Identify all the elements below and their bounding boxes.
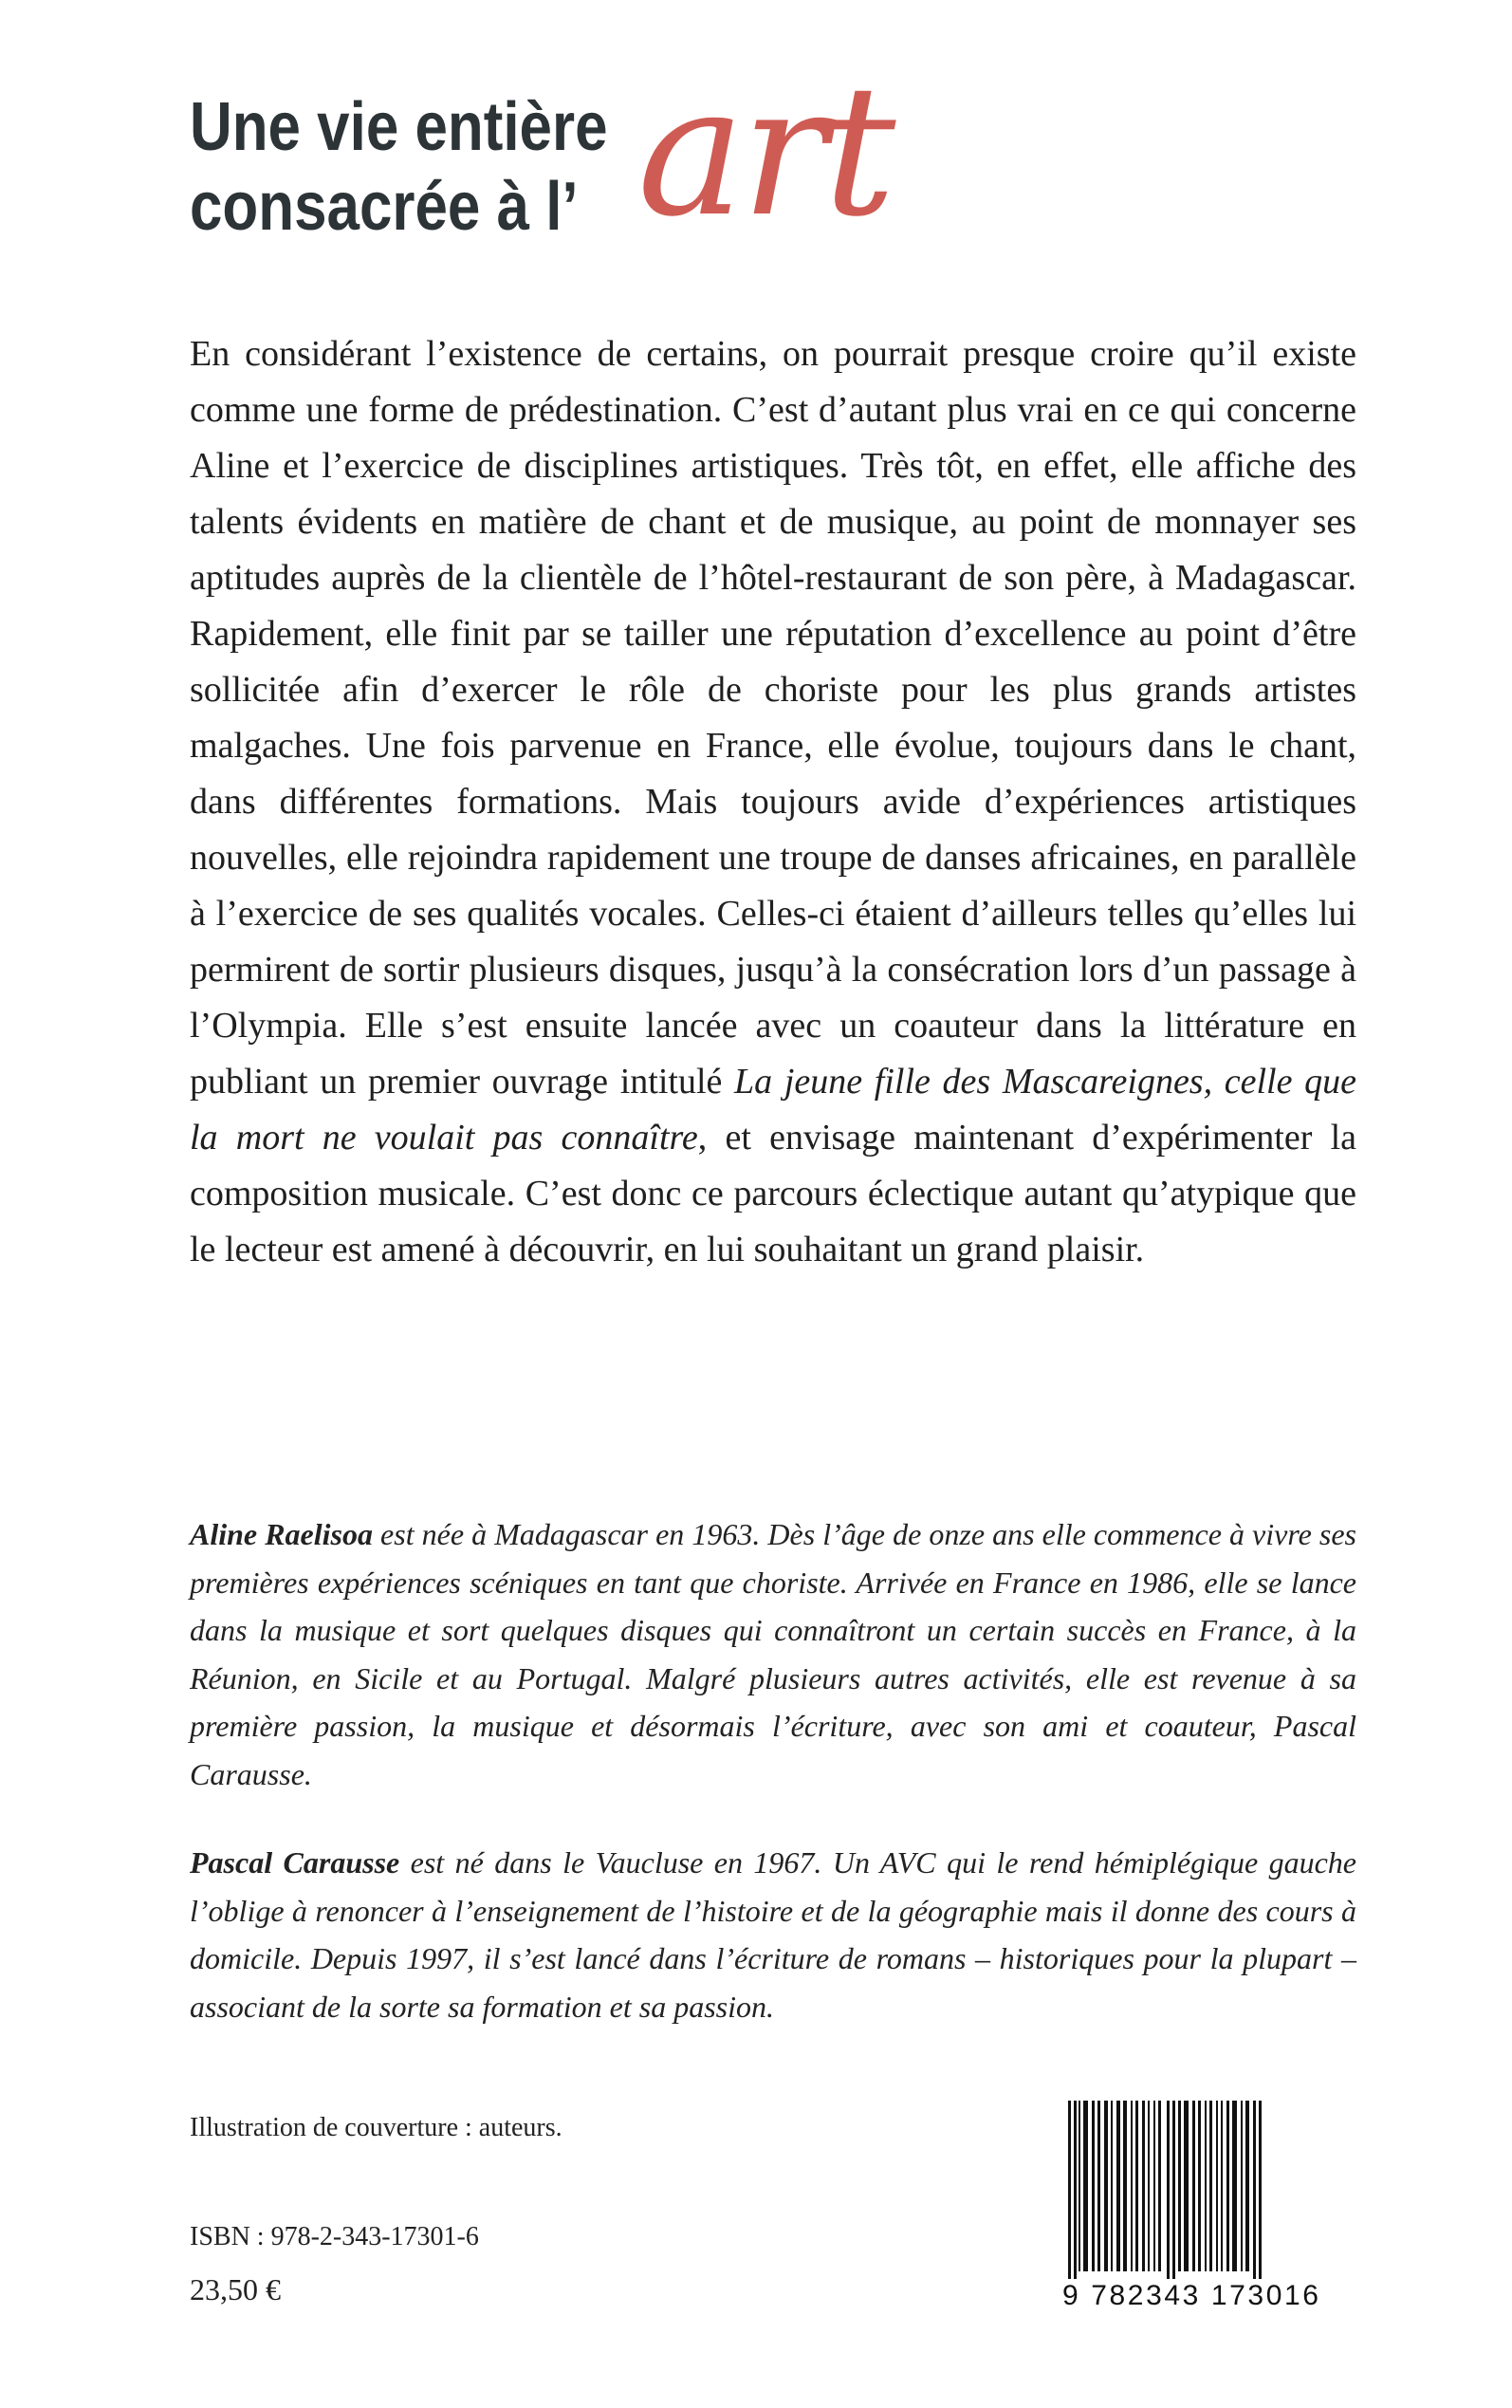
barcode-bar [1142,2101,1145,2271]
summary-part-2: , et envisage maintenant d’expérimenter la composition musicale. C’est donc ce parcours éclectique autant qu’atypique que le lecteur est amené à découvrir, en lui souhaitant un grand plaisir. [190,1118,1356,1269]
author-name-pascal: Pascal Carausse [190,1845,400,1880]
isbn: ISBN : 978-2-343-17301-6 [190,2222,479,2251]
summary-paragraph [190,326,1356,1278]
barcode-bar [1111,2101,1113,2271]
barcode-bar [1104,2101,1108,2271]
barcode-bar [1259,2101,1262,2279]
title-accent-word: art [637,46,893,256]
barcode-bar [1135,2101,1138,2271]
barcode-bar [1068,2101,1071,2279]
title-line-1: Une vie entière [190,89,608,165]
summary-part-1: En considérant l’existence de certains, on pourrait presque croire qu’il existe comme une forme de prédestination. C’est d’autant plus vrai en ce qui concerne Aline et l’exercice de disciplines artistiques. Très tôt, en effet, elle affiche des talents évidents en matière de chant et de musique, au point de monnayer ses aptitudes auprès de la clientèle de l’hôtel-restaurant de son père, à Madagascar. Rapidement, elle finit par se tailler une réputation d’excellence au point d’être sollicitée afin d’exercer le rôle de choriste pour les plus grands artistes malgaches. Une fois parvenue en France, elle évolue, toujours dans le chant, dans différentes formations. Mais toujours avide d’expériences artistiques nouvelles, elle rejoindra rapidement une troupe de danses africaines, en parallèle à l’exercice de ses qualités vocales. Celles-ci étaient d’ailleurs telles qu’elles lui permirent de sortir plusieurs disques, jusqu’à la consécration lors d’un passage à l’Olympia. Elle s’est ensuite lancée avec un coauteur dans la littérature en publiant un premier ouvrage intitulé [190,334,1356,1102]
book-title: La jeune fille des Mascareignes, celle que la mort ne voulait pas connaître [190,1062,1356,1158]
barcode-bar [1083,2101,1088,2271]
barcode-bar [1205,2101,1207,2271]
barcode-bar [1216,2101,1218,2271]
barcode-bar [1116,2101,1120,2271]
barcode-bar [1221,2101,1223,2271]
cover-illustration-credit: Illustration de couverture : auteurs. [190,2113,562,2142]
barcode-bars [1062,2097,1356,2279]
title-block [190,87,608,247]
barcode-bar [1167,2101,1170,2279]
barcode-bar [1198,2101,1201,2271]
barcode-bar [1074,2101,1077,2279]
barcode-digits: 9 782343 173016 [1062,2280,1321,2311]
price: 23,50 € [190,2272,281,2306]
barcode-bar [1226,2101,1229,2271]
barcode-bar [1241,2101,1243,2271]
barcode-bar [1172,2101,1175,2279]
title-line-2: consacrée à l’ [190,169,579,245]
author-bio-text-aline: est née à Madagascar en 1963. Dès l’âge de onze ans elle commence à vivre ses premières expériences scéniques en tant que choriste. Arrivée en France en 1986, elle se lance dans la musique et sort quelques disques qui connaîtront un certain succès en France, à la Réunion, en Sicile et au Portugal. Malgré plusieurs autres activités, elle est revenue à sa première passion, la musique et désormais l’écriture, avec son ami et coauteur, Pascal Carausse. [190,1517,1357,1791]
barcode [1062,2097,1356,2317]
author-bio-text-pascal: est né dans le Vaucluse en 1967. Un AVC qui le rend hémiplégique gauche l’oblige à renoncer à l’enseignement de l’histoire et de la géographie mais il donne des cours à domicile. Depuis 1997, il s’est lancé dans l’écriture de romans – historiques pour la plupart – associant de la sorte sa formation et sa passion. [190,1845,1356,2024]
author-bio-pascal [190,1839,1356,2030]
barcode-bar [1192,2101,1195,2271]
barcode-bar [1153,2101,1155,2271]
barcode-bar [1092,2101,1095,2271]
barcode-bar [1178,2101,1181,2271]
barcode-bar [1232,2101,1237,2271]
barcode-bar [1209,2101,1212,2271]
barcode-bar [1148,2101,1150,2271]
barcode-bar [1245,2101,1249,2271]
barcode-bar [1097,2101,1100,2271]
barcode-bar [1158,2101,1161,2271]
barcode-bar [1253,2101,1256,2279]
author-name-aline: Aline Raelisoa [190,1517,373,1551]
barcode-bar [1079,2101,1080,2271]
author-bio-aline [190,1510,1356,1798]
barcode-bar [1131,2101,1133,2271]
barcode-bar [1123,2101,1127,2271]
barcode-bar [1184,2101,1189,2271]
